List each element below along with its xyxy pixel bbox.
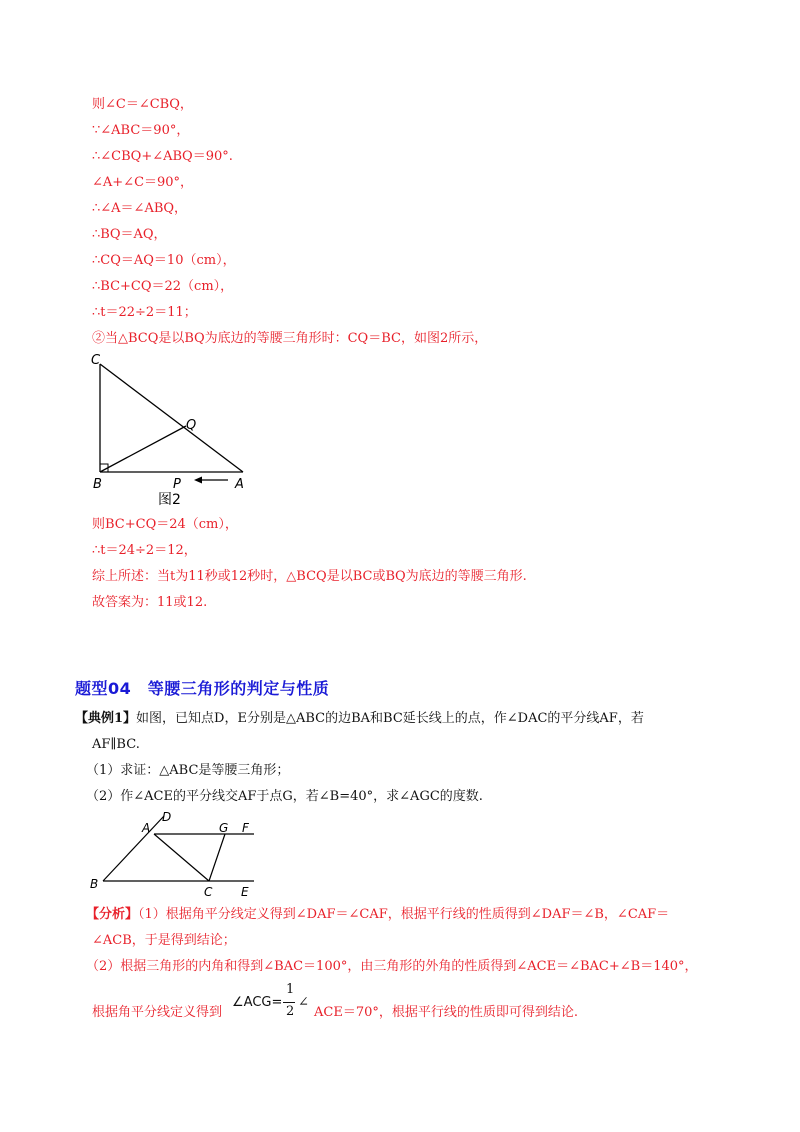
analysis-line-1: 【分析】（1）根据角平分线定义得到∠DAF＝∠CAF，根据平行线的性质得到∠DAF＝∠B，∠CAF＝ <box>86 907 670 922</box>
question-2: （2）作∠ACE的平分线交AF于点G，若∠B=40°，求∠AGC的度数. <box>86 789 483 804</box>
label-F: F <box>242 821 249 835</box>
analysis-line-3: （2）根据三角形的内角和得到∠BAC＝100°，由三角形的外角的性质得到∠ACE＝∠BAC+∠B＝140°， <box>86 959 698 974</box>
example-line-1 <box>75 710 644 728</box>
solution-line: ∴∠CBQ+∠ABQ＝90°. <box>92 149 233 164</box>
solution-line: ∵∠ABC＝90°， <box>92 123 190 138</box>
analysis-tag: 【分析】 <box>86 907 139 922</box>
figure-2 <box>80 350 280 510</box>
label-G: G <box>219 821 229 835</box>
label-B: B <box>93 477 102 492</box>
solution-line: ∠A+∠C＝90°， <box>92 175 194 190</box>
example-line-2: AF∥BC. <box>92 737 140 752</box>
solution-line: ∴BQ＝AQ， <box>92 227 167 242</box>
label-Q: Q <box>186 418 197 433</box>
example-tag: 【典例1】 <box>75 711 137 726</box>
label-P: P <box>173 477 181 492</box>
analysis-line-4-suffix: ACE＝70°，根据平行线的性质即可得到结论. <box>314 1005 578 1020</box>
solution-line: ∴t＝24÷2＝12， <box>92 543 197 558</box>
analysis-line-4-prefix: 根据角平分线定义得到 <box>92 1005 223 1020</box>
solution-line: 综上所述：当t为11秒或12秒时，△BCQ是以BC或BQ为底边的等腰三角形. <box>92 569 527 584</box>
label-E: E <box>241 885 249 898</box>
solution-line: 则∠C＝∠CBQ， <box>92 97 193 112</box>
figure-example <box>86 808 266 898</box>
label-C: C <box>204 885 213 898</box>
solution-line: ∴CQ＝AQ＝10（cm）， <box>92 253 236 268</box>
solution-line: ∴t＝22÷2＝11； <box>92 305 197 320</box>
fraction-formula: ∠ACG= 1 2 ∠ <box>232 982 309 1019</box>
solution-line: ∴BC+CQ＝22（cm）， <box>92 279 234 294</box>
solution-line: 故答案为：11或12. <box>92 595 208 610</box>
solution-line: ②当△BCQ是以BQ为底边的等腰三角形时：CQ＝BC，如图2所示， <box>92 331 488 346</box>
solution-line: 则BC+CQ＝24（cm）， <box>92 517 238 532</box>
solution-line: ∴∠A＝∠ABQ， <box>92 201 188 216</box>
label-A: A <box>235 477 244 492</box>
figure-caption: 图2 <box>158 492 181 508</box>
question-1: （1）求证：△ABC是等腰三角形； <box>86 763 290 778</box>
label-B: B <box>90 877 99 891</box>
label-C: C <box>91 353 101 368</box>
analysis-line-2: ∠ACB，于是得到结论； <box>92 933 236 948</box>
example-text: 如图，已知点D，E分别是△ABC的边BA和BC延长线上的点，作∠DAC的平分线AF，若 <box>136 711 644 726</box>
section-heading: 题型04 等腰三角形的判定与性质 <box>75 679 330 698</box>
label-A: A <box>142 821 151 835</box>
label-D: D <box>162 810 172 824</box>
